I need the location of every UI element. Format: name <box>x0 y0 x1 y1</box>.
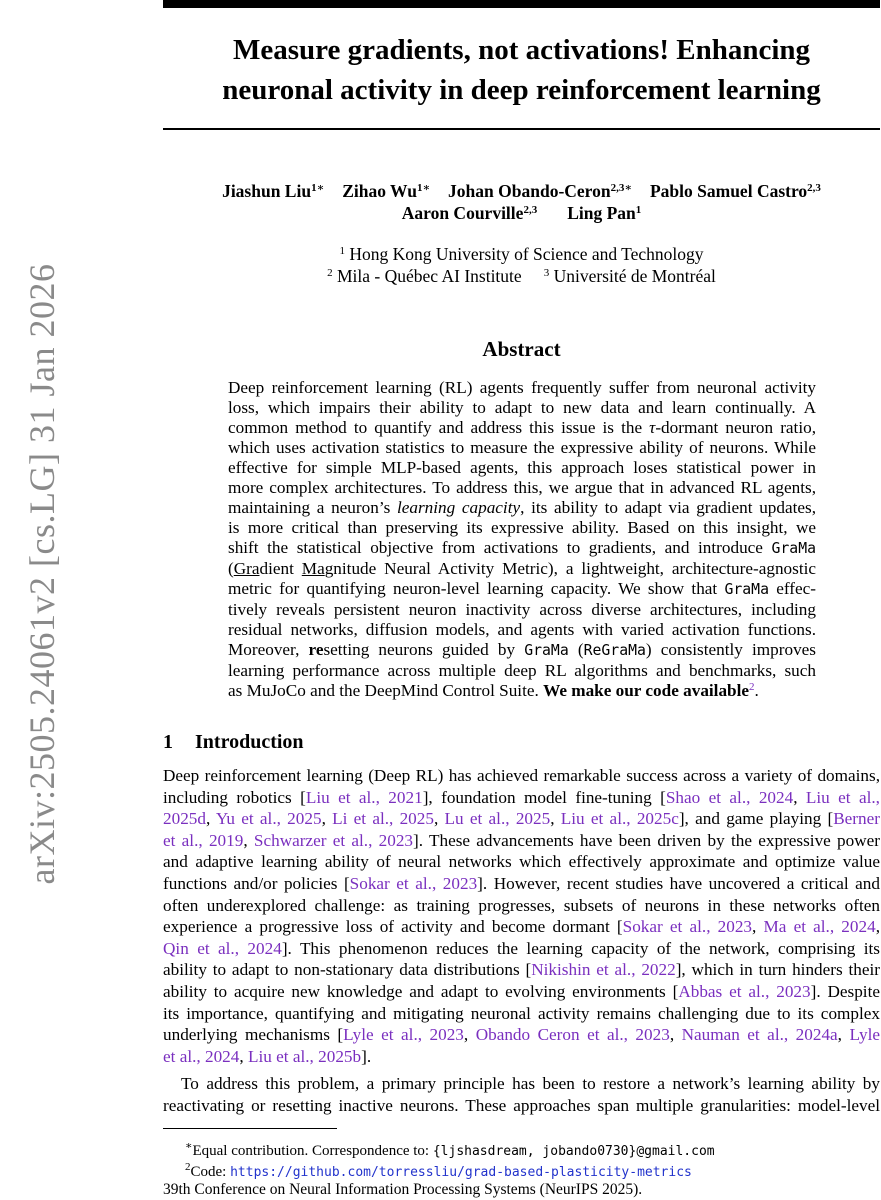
text-span: learning performance across multiple deep RL algorithms and benchmarks, such <box>228 661 816 680</box>
text-span: which uses activation statistics to measure the expressive ability of neurons. While <box>228 438 816 457</box>
text-span: metric for quantifying neuron-level learning capacity. We show that <box>228 579 725 598</box>
text-span: We make our code available <box>543 681 750 700</box>
citation-link[interactable]: Schwarzer et al., 2023 <box>253 830 414 850</box>
author-row <box>163 180 880 202</box>
text-span: common method to quantify and address this issue is the <box>228 418 650 437</box>
text-span: residual networks, diffusion models, and agents with varied activation functions. <box>228 620 816 639</box>
text-line <box>163 1095 880 1117</box>
text-span: GraMa <box>524 642 569 659</box>
text-line <box>228 498 816 518</box>
citation-link[interactable]: Liu et al., <box>805 787 880 807</box>
text-line <box>228 620 816 640</box>
affil-sup: 3 <box>543 267 550 279</box>
text-line <box>163 981 880 1003</box>
footnote-code <box>185 1162 692 1183</box>
footnote-text: Equal contribution. Correspondence to: <box>192 1143 433 1159</box>
intro-paragraph <box>163 765 880 1067</box>
affiliation: Hong Kong University of Science and Technology <box>349 244 704 264</box>
text-line <box>163 938 880 960</box>
section-number: 1 <box>163 731 173 753</box>
text-span: ]. These advancements have been driven by the expressive power <box>413 830 881 850</box>
text-line <box>163 830 880 852</box>
text-span: shift the statistical objective from activations to gradients, and introduce <box>228 538 772 557</box>
section-title: Introduction <box>195 731 304 753</box>
text-span: ReGraMa <box>583 642 646 659</box>
citation-link[interactable]: Li et al., 2025 <box>332 809 434 829</box>
citation-link[interactable]: Lu et al., 2025 <box>444 809 551 829</box>
text-span: Ma <box>301 559 325 578</box>
text-line <box>163 873 880 895</box>
affiliation: Université de Montréal <box>553 266 716 286</box>
citation-link[interactable]: Yu et al., 2025 <box>215 809 322 829</box>
text-span: learning capacity <box>396 498 521 517</box>
text-span: , <box>321 809 333 829</box>
text-span: more complex architectures. To address this, we argue that in advanced RL agents, <box>228 478 816 497</box>
text-line <box>163 1003 880 1025</box>
text-span: To address this problem, a primary principle has been to restore a network’s learning ability by <box>181 1074 880 1093</box>
text-span: often underexplored challenge: as training progresses, subsets of neurons in these networks often <box>163 895 880 915</box>
text-span: ( <box>568 640 584 659</box>
text-span: re <box>308 640 324 659</box>
text-span: including robotics [ <box>163 787 306 807</box>
text-span: ], which in turn hinders their <box>675 960 880 980</box>
text-span: Moreover, <box>228 640 309 659</box>
author-name: Johan Obando-Ceron <box>448 181 611 201</box>
affil-sup: 2 <box>327 267 333 279</box>
text-line <box>163 851 880 873</box>
text-span: setting neurons guided by <box>323 640 525 659</box>
footnote-equal <box>185 1141 715 1162</box>
footnote-ref-link[interactable]: 2 <box>749 681 755 693</box>
text-span: Gra <box>233 559 260 578</box>
text-span: , its ability to adapt via gradient updates, <box>520 498 817 517</box>
affiliation: Mila - Québec AI Institute <box>337 266 522 286</box>
text-span: is more critical than preserving its expressive ability. Based on this insight, we <box>228 518 816 537</box>
text-span: , <box>433 809 445 829</box>
text-span: ]. Despite <box>810 981 880 1001</box>
affil-sup: 1 <box>339 245 345 257</box>
citation-link[interactable]: Qin et al., 2024 <box>163 938 282 958</box>
text-span: and adaptive learning ability of neural networks which effectively approximate and optimize value <box>163 852 880 872</box>
text-span: , <box>669 1025 682 1045</box>
text-span: maintaining a neuron’s <box>228 498 397 517</box>
text-span: effec- <box>768 579 816 598</box>
text-span: tively reveals persistent neuron inactivity across diverse architectures, including <box>228 600 816 619</box>
text-span: , <box>239 1046 248 1066</box>
text-line <box>163 1073 880 1095</box>
citation-link[interactable]: Sokar et al., 2023 <box>349 873 478 893</box>
citation-link[interactable]: Liu et al., 2021 <box>305 787 423 807</box>
title-line: Measure gradients, not activations! Enhancing <box>232 34 811 66</box>
code-link[interactable]: https://github.com/torressliu/grad-based-plasticity-metrics <box>230 1165 692 1180</box>
text-line <box>163 959 880 981</box>
text-line <box>163 895 880 917</box>
title-line: neuronal activity in deep reinforcement learning <box>222 74 821 106</box>
paper-title <box>163 30 880 110</box>
citation-link[interactable]: Berner <box>833 809 880 829</box>
text-span: GraMa <box>724 581 769 598</box>
text-line <box>228 458 816 478</box>
arxiv-stamp: arXiv:2505.24061v2 [cs.LG] 31 Jan 2026 <box>22 263 62 885</box>
citation-link[interactable]: 2025d <box>163 809 206 829</box>
text-line <box>228 640 816 661</box>
text-line <box>163 1024 880 1046</box>
text-span: , <box>793 787 806 807</box>
author-list <box>163 180 880 224</box>
text-span: ]. However, recent studies have uncovered a critical and <box>477 873 880 893</box>
text-span: GraMa <box>771 540 816 557</box>
text-span: , <box>205 809 216 829</box>
author-name: Zihao Wu <box>342 181 417 201</box>
text-line <box>228 478 816 498</box>
text-line <box>163 916 880 938</box>
text-line <box>228 661 816 681</box>
intro-paragraph <box>163 1073 880 1116</box>
text-span: ability to adapt to non-stationary data distributions [ <box>163 960 532 980</box>
text-span: underlying mechanisms [ <box>163 1025 344 1045</box>
citation-link[interactable]: Abbas et al., 2023 <box>678 981 811 1001</box>
text-line <box>163 808 880 830</box>
conference-note: 39th Conference on Neural Information Processing Systems (NeurIPS 2025). <box>163 1181 643 1198</box>
text-span: , <box>550 809 561 829</box>
citation-link[interactable]: Shao et al., 2024 <box>665 787 794 807</box>
author-affil-sup: 2,3∗ <box>610 182 632 194</box>
citation-link[interactable]: Nauman et al., 2024a <box>681 1025 838 1045</box>
text-span: τ <box>649 418 656 437</box>
author-affil-sup: 2,3 <box>807 182 821 194</box>
text-span: . <box>754 681 759 700</box>
abstract-body <box>228 378 816 701</box>
text-span: , <box>875 917 880 937</box>
author-affil-sup: 1 <box>635 204 642 216</box>
citation-link[interactable]: Obando Ceron et al., 2023 <box>475 1025 670 1045</box>
author-name: Jiashun Liu <box>222 181 312 201</box>
author-row <box>163 202 880 224</box>
text-line <box>228 378 816 398</box>
footnote-rule <box>163 1128 337 1129</box>
abstract-heading: Abstract <box>482 337 561 361</box>
text-line <box>228 438 816 458</box>
citation-link[interactable]: et al., 2019 <box>163 830 244 850</box>
author-affil-sup: 2,3 <box>523 204 538 216</box>
text-line <box>163 765 880 787</box>
citation-link[interactable]: Lyle et al., 2023 <box>343 1025 464 1045</box>
text-line <box>228 681 816 701</box>
text-line <box>228 600 816 620</box>
text-span: ( <box>228 559 234 578</box>
text-line <box>228 579 816 600</box>
text-span: functions and/or policies [ <box>163 873 350 893</box>
affiliations <box>163 243 880 287</box>
text-span: Deep reinforcement learning (RL) agents frequently suffer from neuronal activity <box>228 378 816 397</box>
citation-link[interactable]: Sokar et al., 2023 <box>622 917 753 937</box>
section-heading <box>163 731 304 754</box>
text-span: , <box>243 830 254 850</box>
citation-link[interactable]: Lyle <box>849 1025 881 1045</box>
title-rule <box>163 128 880 130</box>
text-line <box>228 538 816 559</box>
text-span: ]. This phenomenon reduces the learning capacity of the network, comprising its <box>281 938 880 958</box>
text-span: reactivating or resetting inactive neurons. These approaches span multiple granularities: model-level <box>163 1095 880 1115</box>
footnote-mark: 2 <box>185 1161 191 1173</box>
citation-link[interactable]: Liu et al., 2025c <box>560 809 679 829</box>
text-span: Deep reinforcement learning (Deep RL) has achieved remarkable success across a variety of domains, <box>163 766 880 785</box>
text-span: , <box>837 1025 850 1045</box>
text-span: loss, which impairs their ability to adapt to new data and learn continually. A <box>228 398 816 417</box>
text-span: ability to acquire new knowledge and adapt to evolving environments [ <box>163 981 679 1001</box>
text-span: -dormant neuron ratio, <box>655 418 816 437</box>
text-span: its importance, quantifying and mitigating neuronal activity remains challenging due to its complex <box>163 1003 880 1023</box>
text-span: , <box>752 917 764 937</box>
text-span: gnitude Neural Activity Metric), a lightweight, architecture-agnostic <box>324 559 816 578</box>
text-span: ], foundation model fine-tuning [ <box>422 787 666 807</box>
text-span: experience a progressive loss of activity and become dormant [ <box>163 917 623 937</box>
text-line <box>228 559 816 579</box>
author-affil-sup: 1∗ <box>416 182 431 194</box>
text-line <box>228 518 816 538</box>
footnote-text: Code: <box>190 1164 231 1180</box>
author-name: Aaron Courville <box>401 203 524 223</box>
text-span: dient <box>259 559 302 578</box>
text-line <box>163 1046 880 1068</box>
author-name: Pablo Samuel Castro <box>649 181 808 201</box>
citation-link[interactable]: Ma et al., 2024 <box>763 917 876 937</box>
author-affil-sup: 1∗ <box>311 182 325 194</box>
text-span: as MuJoCo and the DeepMind Control Suite. <box>228 681 544 700</box>
author-name: Ling Pan <box>567 203 636 223</box>
top-rule <box>163 0 880 8</box>
text-span: effective for simple MLP-based agents, this approach loses statistical power in <box>228 458 816 477</box>
footnote-emails: {ljshasdream, jobando0730}@gmail.com <box>432 1144 715 1159</box>
text-span: , <box>463 1025 476 1045</box>
footnote-mark: ∗ <box>185 1140 193 1152</box>
text-span: ]. <box>361 1046 372 1066</box>
text-span: ], and game playing [ <box>678 809 834 829</box>
text-line <box>163 787 880 809</box>
citation-link[interactable]: et al., 2024 <box>163 1046 240 1066</box>
text-span: ) consistently improves <box>645 640 816 659</box>
citation-link[interactable]: Nikishin et al., 2022 <box>531 960 676 980</box>
citation-link[interactable]: Liu et al., 2025b <box>247 1046 362 1066</box>
text-line <box>228 418 816 438</box>
text-line <box>228 398 816 418</box>
